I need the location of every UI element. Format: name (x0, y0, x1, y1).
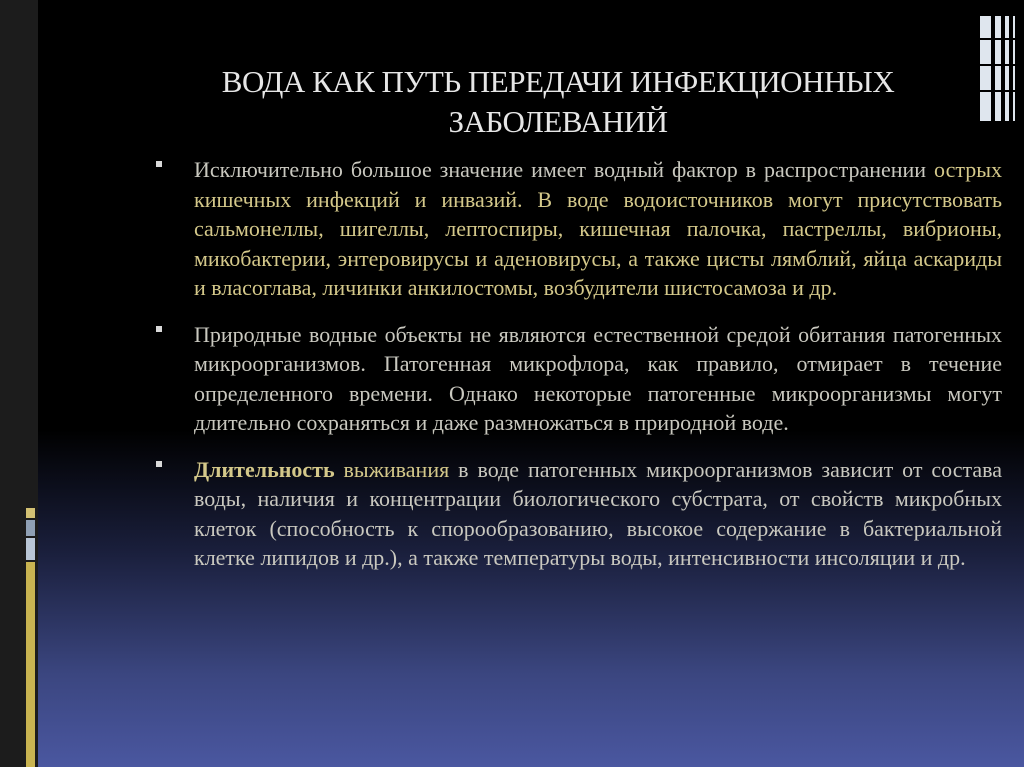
bullet-icon (156, 161, 162, 167)
slide-title (148, 62, 968, 142)
bullet-item-1 (156, 155, 1002, 303)
bullet-3-text: в воде патогенных микроорганизмов зависит от состава воды, наличия и концентрации биологического субстрата, от свойств микробных клеток (способность к спорообразованию, высокое содержание в бактериальной клетке липидов и др.), а также температуры воды, интенсивности инсоляции и др. (194, 456, 1003, 570)
slide (38, 0, 1024, 767)
title-line-1: ВОДА КАК ПУТЬ ПЕРЕДАЧИ ИНФЕКЦИОННЫХ (221, 64, 895, 99)
bullet-2-text: Природные водные объекты не являются естественной средой обитания патогенных микроорганизмов. Патогенная микрофлора, как правило, отмирает в течение определенного времени. Однако некоторые патогенные микроорганизмы могут длительно сохраняться и даже размножаться в природной воде. (194, 321, 1002, 435)
bullet-icon (156, 326, 162, 332)
title-line-2: ЗАБОЛЕВАНИЙ (448, 104, 668, 139)
accent-stripe (26, 520, 35, 536)
bullet-list (156, 155, 1002, 573)
bullet-icon (156, 461, 162, 467)
decorative-bars (976, 16, 1024, 121)
bullet-item-3 (156, 455, 1002, 573)
bullet-3-highlight: выживания (334, 456, 450, 482)
left-margin (0, 0, 38, 767)
accent-stripe (26, 538, 35, 560)
bullet-3-keyword: Длительность (194, 456, 335, 482)
bullet-item-2 (156, 320, 1002, 438)
bullet-1-highlight: острых кишечных инфекций и инвазий. В воде водоисточников могут присутствовать сальмонеллы, шигеллы, лептоспиры, кишечная палочка, пастреллы, вибрионы, микобактерии, энтеровирусы и аденовирусы, а также цисты лямблий, яйца аскариды и власоглава, личинки анкилостомы, возбудители шистосамоза и др. (194, 157, 1002, 300)
accent-stripe (26, 508, 35, 518)
accent-stripe (26, 562, 35, 767)
bullet-1-text: Исключительно большое значение имеет водный фактор в распространении (194, 157, 935, 182)
